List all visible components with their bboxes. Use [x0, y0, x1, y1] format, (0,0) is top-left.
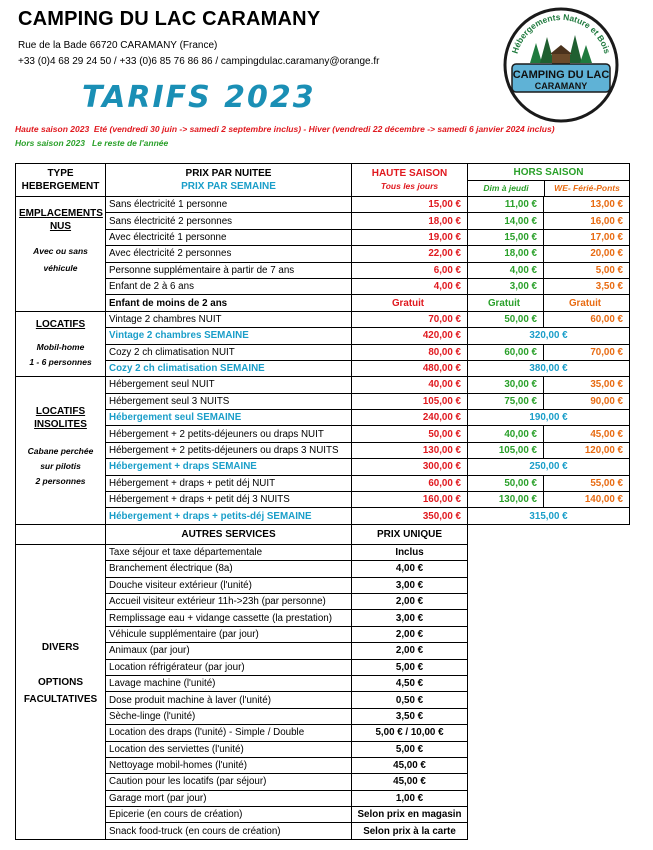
haute-price: 130,00 €: [352, 442, 468, 458]
type-header-line1: TYPE: [47, 168, 74, 179]
service-row: [16, 675, 630, 691]
service-row: [16, 626, 630, 642]
dim-price: 3,00 €: [468, 278, 544, 294]
tous-les-jours-col: Tous les jours: [380, 181, 439, 191]
insolite-row: [16, 442, 630, 458]
service-blank: [468, 807, 630, 823]
service-price: 3,50 €: [352, 708, 468, 724]
we-price: 3,50 €: [544, 278, 630, 294]
service-row: [16, 757, 630, 773]
row-name: Hébergement seul NUIT: [106, 377, 352, 393]
we-price: 16,00 €: [544, 213, 630, 229]
we-price: 120,00 €: [544, 442, 630, 458]
haute-saison-line: [15, 124, 555, 134]
dim-price: 130,00 €: [468, 492, 544, 508]
haute-price: 80,00 €: [352, 344, 468, 360]
haute-price: 6,00 €: [352, 262, 468, 278]
service-blank: [468, 774, 630, 790]
service-blank: [468, 659, 630, 675]
type-header: [16, 164, 106, 197]
service-name: Dose produit machine à laver (l'unité): [106, 692, 352, 708]
service-row: [16, 593, 630, 609]
row-name: Cozy 2 ch climatisation SEMAINE: [106, 360, 352, 376]
locatifs-sub-line2: 1 - 6 personnes: [29, 356, 92, 367]
service-price: 1,00 €: [352, 790, 468, 806]
dim-price: 50,00 €: [468, 311, 544, 327]
service-blank: [468, 643, 630, 659]
emplacements-sub-line1: Avec ou sans: [33, 246, 88, 256]
locatifs-label: LOCATIFS: [35, 318, 86, 330]
row-name: Hébergement + 2 petits-déjeuners ou draps 3 NUITS: [106, 442, 352, 458]
service-name: Epicerie (en cours de création): [106, 807, 352, 823]
service-blank: [468, 741, 630, 757]
service-row: [16, 643, 630, 659]
service-price: 5,00 €: [352, 659, 468, 675]
dim-price: 11,00 €: [468, 197, 544, 213]
we-price: 13,00 €: [544, 197, 630, 213]
emplacement-row: [16, 246, 630, 262]
haute-saison-dates: Eté (vendredi 30 juin -> samedi 2 septembre inclus) - Hiver (vendredi 22 décembre -> samedi 6 janvier 2024 inclus): [93, 124, 555, 134]
dim-price: 30,00 €: [468, 377, 544, 393]
service-row: [16, 708, 630, 724]
tarifs-heading: TARIFS 2023: [82, 80, 316, 115]
services-header-blank: [468, 524, 630, 544]
haute-price: 300,00 €: [352, 459, 468, 475]
row-name: Sans électricité 2 personnes: [106, 213, 352, 229]
service-price: Selon prix à la carte: [352, 823, 468, 839]
prix-nuitee-header: PRIX PAR NUITEE: [185, 168, 272, 179]
service-price: 2,00 €: [352, 593, 468, 609]
emplacements-label-line2: NUS: [49, 221, 72, 232]
locatif-row: [16, 311, 630, 327]
service-row: [16, 790, 630, 806]
service-blank: [468, 790, 630, 806]
service-blank: [468, 823, 630, 839]
row-name: Hébergement seul 3 NUITS: [106, 393, 352, 409]
services-header-row: [16, 524, 630, 544]
service-row: [16, 774, 630, 790]
haute-price: 15,00 €: [352, 197, 468, 213]
service-name: Caution pour les locatifs (par séjour): [106, 774, 352, 790]
service-blank: [468, 725, 630, 741]
dim-price: 50,00 €: [468, 475, 544, 491]
emplacement-row: [16, 213, 630, 229]
emplacement-row: [16, 229, 630, 245]
row-name: Personne supplémentaire à partir de 7 ans: [106, 262, 352, 278]
service-row: [16, 741, 630, 757]
services-header-empty: [16, 524, 106, 544]
dim-price: 18,00 €: [468, 246, 544, 262]
insolites-sub-line1: Cabane perchée: [27, 446, 94, 457]
service-price: 45,00 €: [352, 757, 468, 773]
service-name: Nettoyage mobil-homes (l'unité): [106, 757, 352, 773]
insolites-label-line1: LOCATIFS: [35, 406, 86, 418]
haute-price: 350,00 €: [352, 508, 468, 524]
service-price: Inclus: [352, 544, 468, 560]
insolite-row: [16, 426, 630, 442]
haute-price: 40,00 €: [352, 377, 468, 393]
insolites-label-line2: INSOLITES: [34, 419, 87, 431]
service-row: [16, 823, 630, 839]
row-name: Cozy 2 ch climatisation NUIT: [106, 344, 352, 360]
haute-price: Gratuit: [352, 295, 468, 311]
autres-services-header: AUTRES SERVICES: [106, 524, 352, 544]
service-name: Taxe séjour et taxe départementale: [106, 544, 352, 560]
hors-week-price: 250,00 €: [468, 459, 630, 475]
insolite-row: [16, 393, 630, 409]
service-name: Location des serviettes (l'unité): [106, 741, 352, 757]
haute-price: 18,00 €: [352, 213, 468, 229]
emplacements-label-line1: EMPLACEMENTS: [19, 208, 103, 219]
insolite-row: [16, 508, 630, 524]
service-price: 0,50 €: [352, 692, 468, 708]
service-row: [16, 577, 630, 593]
service-blank: [468, 675, 630, 691]
insolite-row: [16, 492, 630, 508]
insolites-sub-line3: 2 personnes: [35, 476, 86, 487]
locatifs-sub-line1: Mobil-home: [36, 341, 85, 352]
we-price: Gratuit: [544, 295, 630, 311]
service-name: Animaux (par jour): [106, 643, 352, 659]
locatif-row: [16, 328, 630, 344]
we-price: 5,00 €: [544, 262, 630, 278]
service-price: 2,00 €: [352, 626, 468, 642]
emplacements-category: [16, 197, 106, 312]
dim-price: 105,00 €: [468, 442, 544, 458]
haute-price: 50,00 €: [352, 426, 468, 442]
haute-price: 240,00 €: [352, 410, 468, 426]
haute-price: 4,00 €: [352, 278, 468, 294]
service-price: 3,00 €: [352, 610, 468, 626]
haute-saison-label: Haute saison 2023: [15, 124, 90, 134]
service-name: Snack food-truck (en cours de création): [106, 823, 352, 839]
services-category: [16, 544, 106, 839]
we-price: 90,00 €: [544, 393, 630, 409]
service-price: 5,00 €: [352, 741, 468, 757]
row-name: Hébergement + 2 petits-déjeuners ou draps NUIT: [106, 426, 352, 442]
row-name: Hébergement + draps + petit déj 3 NUITS: [106, 492, 352, 508]
service-row: [16, 725, 630, 741]
service-name: Location des draps (l'unité) - Simple / Double: [106, 725, 352, 741]
row-name: Sans électricité 1 personne: [106, 197, 352, 213]
service-price: 45,00 €: [352, 774, 468, 790]
service-price: Selon prix en magasin: [352, 807, 468, 823]
emplacement-row: [16, 295, 630, 311]
hors-week-price: 380,00 €: [468, 360, 630, 376]
dim-price: 15,00 €: [468, 229, 544, 245]
insolites-sub-line2: sur pilotis: [40, 461, 81, 472]
dim-jeudi-col: Dim à jeudi: [468, 181, 545, 196]
we-price: 60,00 €: [544, 311, 630, 327]
we-ferie-col: WE- Férié-Ponts: [554, 182, 620, 193]
insolite-row: [16, 459, 630, 475]
insolite-row: [16, 475, 630, 491]
hors-saison-line: [15, 138, 168, 148]
options-label-line1: OPTIONS: [37, 676, 83, 688]
service-price: 4,00 €: [352, 561, 468, 577]
service-blank: [468, 708, 630, 724]
logo-arc-text: Hébergements Nature et Bois: [509, 11, 613, 55]
haute-saison-header: [352, 164, 468, 197]
camping-logo: [500, 3, 622, 125]
logo-name-line1: CAMPING DU LAC: [512, 69, 610, 81]
we-price: 55,00 €: [544, 475, 630, 491]
dim-price: 75,00 €: [468, 393, 544, 409]
hors-week-price: 190,00 €: [468, 410, 630, 426]
service-blank: [468, 626, 630, 642]
tarifs-table: [15, 163, 630, 840]
we-price: 140,00 €: [544, 492, 630, 508]
service-name: Véhicule supplémentaire (par jour): [106, 626, 352, 642]
haute-price: 19,00 €: [352, 229, 468, 245]
service-price: 5,00 € / 10,00 €: [352, 725, 468, 741]
service-row: [16, 610, 630, 626]
row-name: Enfant de 2 à 6 ans: [106, 278, 352, 294]
row-name: Vintage 2 chambres NUIT: [106, 311, 352, 327]
service-blank: [468, 544, 630, 560]
service-name: Location réfrigérateur (par jour): [106, 659, 352, 675]
options-label-line2: FACULTATIVES: [23, 693, 98, 705]
insolite-row: [16, 410, 630, 426]
haute-price: 60,00 €: [352, 475, 468, 491]
prix-header: [106, 164, 352, 197]
service-row: [16, 544, 630, 560]
row-name: Vintage 2 chambres SEMAINE: [106, 328, 352, 344]
prix-unique-header: PRIX UNIQUE: [352, 524, 468, 544]
contact-line: +33 (0)4 68 29 24 50 / +33 (0)6 85 76 86 86 / campingdulac.caramany@orange.fr: [18, 56, 380, 67]
service-name: Remplissage eau + vidange cassette (la prestation): [106, 610, 352, 626]
camping-title: CAMPING DU LAC CARAMANY: [18, 8, 321, 30]
locatif-row: [16, 360, 630, 376]
service-blank: [468, 757, 630, 773]
emplacements-sub-line2: véhicule: [43, 263, 78, 273]
service-row: [16, 692, 630, 708]
dim-price: 4,00 €: [468, 262, 544, 278]
row-name: Enfant de moins de 2 ans: [106, 295, 352, 311]
haute-price: 105,00 €: [352, 393, 468, 409]
divers-label: DIVERS: [41, 641, 80, 653]
service-row: [16, 807, 630, 823]
service-name: Lavage machine (l'unité): [106, 675, 352, 691]
emplacement-row: [16, 278, 630, 294]
we-price: 17,00 €: [544, 229, 630, 245]
hors-saison-col: HORS SAISON: [468, 165, 629, 181]
service-name: Sèche-linge (l'unité): [106, 708, 352, 724]
service-blank: [468, 593, 630, 609]
dim-price: 60,00 €: [468, 344, 544, 360]
service-name: Accueil visiteur extérieur 11h->23h (par personne): [106, 593, 352, 609]
emplacement-row: [16, 197, 630, 213]
locatifs-category: [16, 311, 106, 377]
service-row: [16, 561, 630, 577]
insolites-category: [16, 377, 106, 525]
table-header-row: [16, 164, 630, 197]
row-name: Hébergement + draps + petits-déj SEMAINE: [106, 508, 352, 524]
service-row: [16, 659, 630, 675]
locatif-row: [16, 344, 630, 360]
row-name: Avec électricité 1 personne: [106, 229, 352, 245]
service-price: 4,50 €: [352, 675, 468, 691]
logo-name-line2: CARAMANY: [534, 81, 588, 91]
service-name: Garage mort (par jour): [106, 790, 352, 806]
service-blank: [468, 561, 630, 577]
service-name: Branchement électrique (8a): [106, 561, 352, 577]
haute-saison-col: HAUTE SAISON: [371, 168, 448, 179]
haute-price: 22,00 €: [352, 246, 468, 262]
dim-price: 40,00 €: [468, 426, 544, 442]
we-price: 20,00 €: [544, 246, 630, 262]
service-name: Douche visiteur extérieur (l'unité): [106, 577, 352, 593]
haute-price: 160,00 €: [352, 492, 468, 508]
service-price: 2,00 €: [352, 643, 468, 659]
row-name: Avec électricité 2 personnes: [106, 246, 352, 262]
service-blank: [468, 692, 630, 708]
row-name: Hébergement seul SEMAINE: [106, 410, 352, 426]
hors-saison-label: Hors saison 2023: [15, 138, 85, 148]
we-price: 45,00 €: [544, 426, 630, 442]
row-name: Hébergement + draps SEMAINE: [106, 459, 352, 475]
hors-saison-dates: Le reste de l'année: [92, 138, 169, 148]
dim-price: Gratuit: [468, 295, 544, 311]
address: Rue de la Bade 66720 CARAMANY (France): [18, 40, 218, 51]
prix-semaine-header: PRIX PAR SEMAINE: [181, 181, 276, 192]
service-blank: [468, 577, 630, 593]
haute-price: 480,00 €: [352, 360, 468, 376]
hors-week-price: 315,00 €: [468, 508, 630, 524]
row-name: Hébergement + draps + petit déj NUIT: [106, 475, 352, 491]
haute-price: 420,00 €: [352, 328, 468, 344]
hors-saison-header: [468, 164, 630, 197]
service-price: 3,00 €: [352, 577, 468, 593]
we-price: 35,00 €: [544, 377, 630, 393]
insolite-row: [16, 377, 630, 393]
we-price: 70,00 €: [544, 344, 630, 360]
dim-price: 14,00 €: [468, 213, 544, 229]
haute-price: 70,00 €: [352, 311, 468, 327]
hors-week-price: 320,00 €: [468, 328, 630, 344]
emplacement-row: [16, 262, 630, 278]
type-header-line2: HEBERGEMENT: [21, 181, 100, 192]
service-blank: [468, 610, 630, 626]
